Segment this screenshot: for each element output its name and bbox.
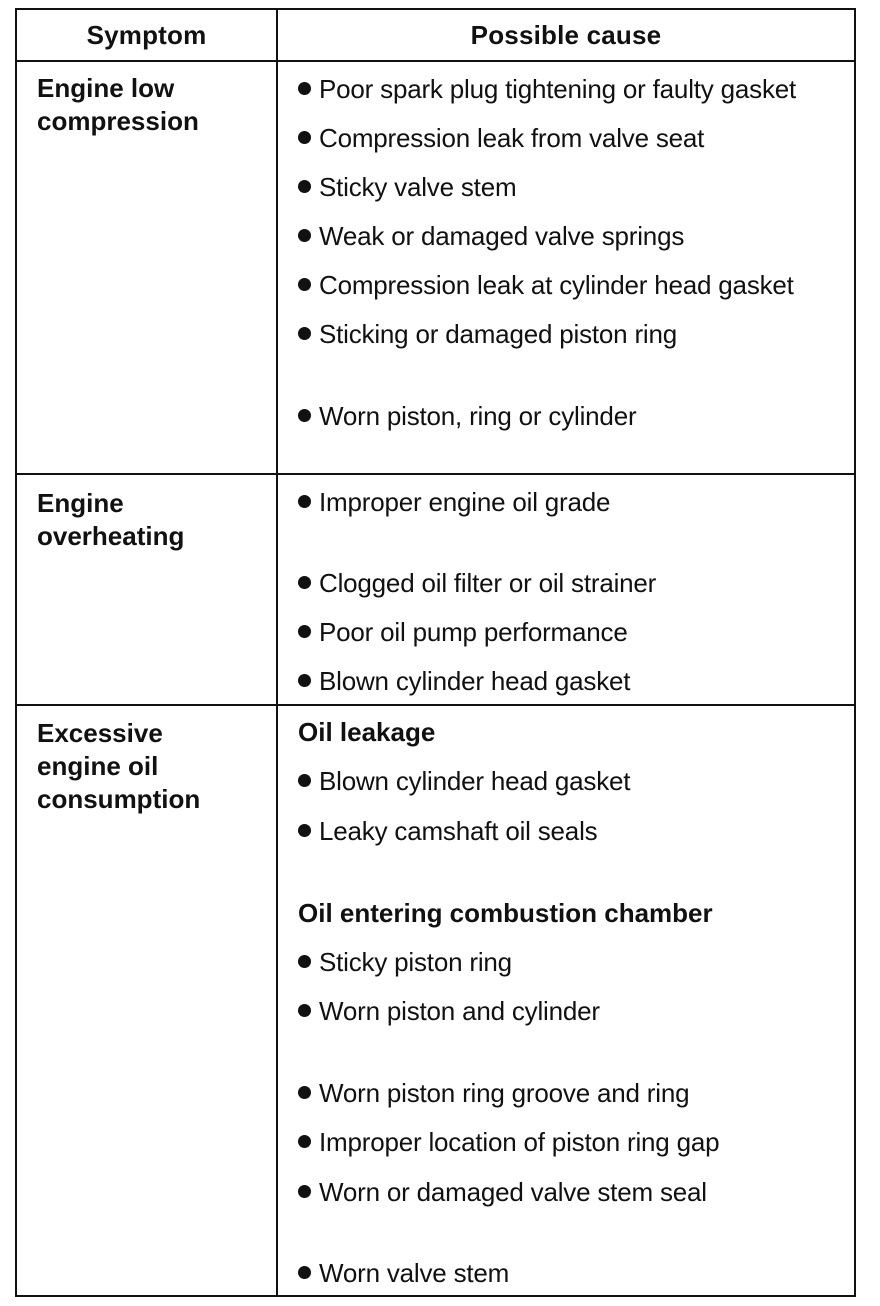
bullet-icon xyxy=(298,495,311,508)
symptom-excessive-oil-consumption: Excessive engine oil consumption xyxy=(37,718,201,814)
troubleshooting-table xyxy=(15,8,856,1297)
bullet-icon xyxy=(298,327,311,340)
cause-item: Improper location of piston ring gap xyxy=(298,1127,719,1157)
cause-item: Worn piston ring groove and ring xyxy=(298,1078,689,1108)
cause-item: Leaky camshaft oil seals xyxy=(298,816,597,846)
header-possible-cause: Possible cause xyxy=(470,19,662,50)
bullet-icon xyxy=(298,1185,311,1198)
row-divider xyxy=(17,704,854,706)
bullet-icon xyxy=(298,824,311,837)
cause-item: Sticky piston ring xyxy=(298,947,512,977)
row-divider xyxy=(17,473,854,475)
cause-item: Weak or damaged valve springs xyxy=(298,221,684,251)
bullet-icon xyxy=(298,625,311,638)
bullet-icon xyxy=(298,131,311,144)
bullet-icon xyxy=(298,576,311,589)
bullet-icon xyxy=(298,955,311,968)
cause-item: Worn valve stem xyxy=(298,1258,509,1288)
cause-item: Compression leak from valve seat xyxy=(298,123,704,153)
cause-item: Worn piston, ring or cylinder xyxy=(298,401,636,431)
cause-item: Poor spark plug tightening or faulty gasket xyxy=(298,74,796,104)
cause-item: Blown cylinder head gasket xyxy=(298,666,630,696)
cause-item: Sticky valve stem xyxy=(298,172,516,202)
bullet-icon xyxy=(298,180,311,193)
bullet-icon xyxy=(298,1004,311,1017)
cause-item: Worn piston and cylinder xyxy=(298,996,600,1026)
bullet-icon xyxy=(298,674,311,687)
bullet-icon xyxy=(298,1135,311,1148)
bullet-icon xyxy=(298,229,311,242)
cause-item: Poor oil pump performance xyxy=(298,617,628,647)
header-symptom: Symptom xyxy=(86,19,207,50)
cause-item: Sticking or damaged piston ring xyxy=(298,319,677,349)
subheading-oil-entering-combustion-chamber: Oil entering combustion chamber xyxy=(298,898,713,928)
bullet-icon xyxy=(298,409,311,422)
cause-item: Clogged oil filter or oil strainer xyxy=(298,568,656,598)
header-divider xyxy=(17,60,854,62)
subheading-oil-leakage: Oil leakage xyxy=(298,717,436,747)
bullet-icon xyxy=(298,1266,311,1279)
bullet-icon xyxy=(298,82,311,95)
cause-item: Improper engine oil grade xyxy=(298,487,610,517)
cause-item: Compression leak at cylinder head gasket xyxy=(298,270,794,300)
cause-item: Blown cylinder head gasket xyxy=(298,766,630,796)
symptom-engine-overheating: Engine overheating xyxy=(37,488,185,551)
symptom-engine-low-compression: Engine low compression xyxy=(37,73,199,136)
column-divider xyxy=(276,10,278,1295)
bullet-icon xyxy=(298,278,311,291)
cause-item: Worn or damaged valve stem seal xyxy=(298,1177,707,1207)
bullet-icon xyxy=(298,774,311,787)
bullet-icon xyxy=(298,1086,311,1099)
